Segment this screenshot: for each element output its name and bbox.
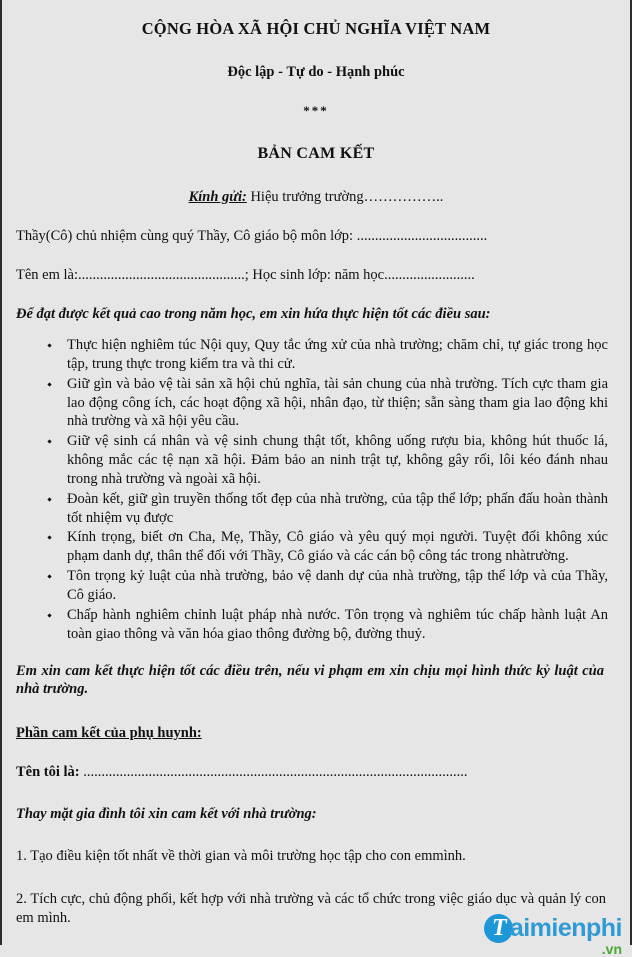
list-item: Đoàn kết, giữ gìn truyền thống tốt đẹp của nhà trường, của tập thể lớp; phấn đấu hoàn thành tốt nhiệm vụ được	[16, 490, 608, 528]
watermark-tld-text: .vn	[601, 941, 622, 957]
taimienphi-badge-icon	[484, 914, 513, 943]
page-title: BẢN CAM KẾT	[257, 144, 375, 162]
pledge-list	[16, 336, 616, 644]
list-item: Thực hiện nghiêm túc Nội quy, Quy tắc ứng xử của nhà trường; chăm chỉ, tự giác trong học tập, trung thực trong kiểm tra và thi cử.	[16, 336, 608, 374]
parent-behalf-statement: Thay mặt gia đình tôi xin cam kết với nhà trường:	[16, 806, 317, 823]
watermark-badge-letter: T	[491, 914, 507, 941]
parent-name-label: Tên tôi là:	[16, 764, 80, 781]
list-item: Tôn trọng kỷ luật của nhà trường, bảo vệ danh dự của nhà trường, tập thể lớp và của Thầy, Cô giáo.	[16, 567, 608, 605]
pledge-lead-in: Để đạt được kết quả cao trong năm học, em xin hứa thực hiện tốt các điều sau:	[16, 306, 491, 323]
watermark-inner	[484, 914, 622, 957]
recipient-value: Hiệu trưởng trường……………..	[250, 188, 444, 205]
recipient-line	[16, 189, 616, 206]
separator-stars: ***	[303, 102, 329, 118]
national-title: CỘNG HÒA XÃ HỘI CHỦ NGHĨA VIỆT NAM	[141, 19, 491, 38]
recipient-label: Kính gửi:	[188, 188, 247, 205]
parent-section-heading: Phần cam kết của phụ huynh:	[16, 725, 202, 742]
parent-name-field	[16, 764, 616, 781]
list-item: Giữ vệ sinh cá nhân và vệ sinh chung thật tốt, không uống rượu bia, không hút thuốc lá, không mắc các tệ nạn xã hội. Đảm bảo an ninh trật tự, không gây rối, lôi kéo đánh nhau trong nhà trường và ngoài xã hội.	[16, 432, 608, 489]
closing-statement: Em xin cam kết thực hiện tốt các điều trên, nếu vi phạm em xin chịu mọi hình thức kỷ luật của nhà trường.	[16, 662, 604, 698]
watermark-brand-text: aimienphi	[509, 914, 622, 942]
list-item: Giữ gìn và bảo vệ tài sản xã hội chủ nghĩa, tài sản chung của nhà trường. Tích cực tham gia lao động công ích, các hoạt động xã hội, nhân đạo, từ thiện; sẵn sàng tham gia lao động khi nhà trường và xã hội yêu cầu.	[16, 375, 608, 432]
parent-name-dots: ..........................................................................................................	[79, 764, 468, 781]
national-motto: Độc lập - Tự do - Hạnh phúc	[227, 63, 405, 80]
list-item: Chấp hành nghiêm chỉnh luật pháp nhà nước. Tôn trọng và nghiêm túc chấp hành luật An toàn giao thông và văn hóa giao thông đường bộ, đường thuỷ.	[16, 606, 608, 644]
parent-commitment-item-2: 2. Tích cực, chủ động phối, kết hợp với nhà trường và các tổ chức trong việc giáo dục và quản lý con em mình.	[16, 891, 606, 927]
list-item: Kính trọng, biết ơn Cha, Mẹ, Thầy, Cô giáo và yêu quý mọi người. Tuyệt đối không xúc phạm danh dự, thân thể đối với Thầy, Cô giáo và các cán bộ công tác trong nhàtrường.	[16, 528, 608, 566]
watermark-logo	[484, 897, 622, 957]
homeroom-teacher-field: Thầy(Cô) chủ nhiệm cùng quý Thầy, Cô giáo bộ môn lớp: ....................................	[16, 227, 488, 244]
student-name-class-field: Tên em là:..............................................; Học sinh lớp: năm học.........................	[16, 266, 475, 283]
parent-commitment-item-1: 1. Tạo điều kiện tốt nhất về thời gian và môi trường học tập cho con emmình.	[16, 848, 466, 865]
